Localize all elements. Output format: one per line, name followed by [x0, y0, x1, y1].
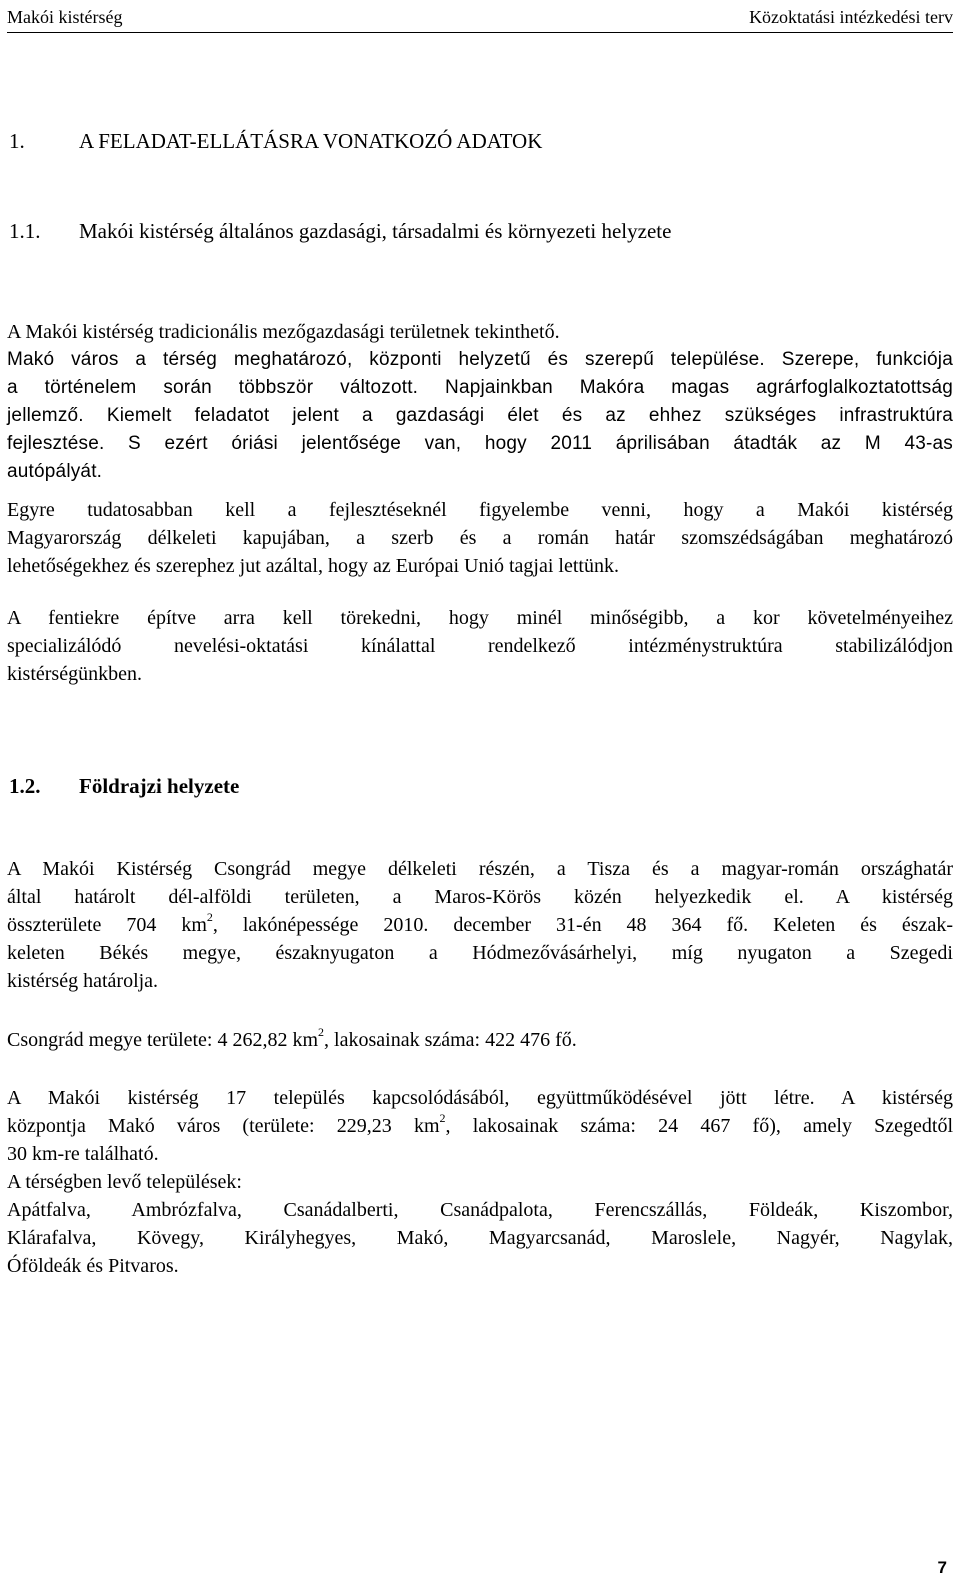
intro-line: a történelem során többször változott. Napjainkban Makóra magas agrárfoglalkoztatottság [7, 377, 953, 398]
settlements-line: Klárafalva, Kövegy, Királyhegyes, Makó, Magyarcsanád, Maroslele, Nagyér, Nagylak, [7, 1227, 953, 1249]
center-population: , lakosainak száma: 24 467 fő), amely Szegedtől [445, 1115, 953, 1137]
csongrad-population: , lakosainak száma: 422 476 fő. [324, 1029, 577, 1051]
intro-line: autópályát. [7, 461, 103, 482]
section-1-number: 1. [9, 129, 25, 153]
paragraph-line: A fentiekre építve arra kell törekedni, hogy minél minőségibb, a kor követelményeihez [7, 607, 953, 629]
section-1-heading [9, 128, 542, 154]
area-text: összterülete 704 km [7, 914, 207, 936]
paragraph-line [7, 911, 953, 939]
population-text: , lakónépessége 2010. december 31-én 48 364 fő. Keleten és észak- [212, 914, 953, 936]
paragraph-line: 30 km-re található. [7, 1143, 159, 1165]
paragraph-line: által határolt dél-alföldi területen, a Maros-Körös közén helyezkedik el. A kistérség [7, 886, 953, 908]
csongrad-paragraph [7, 1026, 953, 1054]
paragraph-line: keleten Békés megye, északnyugaton a Hódmezővásárhelyi, míg nyugaton a Szegedi [7, 942, 953, 964]
superscript: 2 [206, 910, 213, 925]
paragraph-line: kistérségünkben. [7, 663, 142, 685]
intro-paragraph [7, 318, 953, 486]
formation-paragraph [7, 1084, 953, 1280]
paragraph-line [7, 1112, 953, 1140]
intro-line: fejlesztése. S ezért óriási jelentősége van, hogy 2011 áprilisában átadták az M 43-as [7, 433, 953, 454]
page-number: 7 [937, 1558, 947, 1577]
section-1-2-number: 1.2. [9, 774, 41, 798]
paragraph-line: A Makói kistérség 17 település kapcsolódásából, együttműködésével jött létre. A kistérség [7, 1087, 953, 1109]
paragraph-3 [7, 604, 953, 688]
paragraph-line: kistérség határolja. [7, 970, 159, 992]
paragraph-line: specializálódó nevelési-oktatási kínálattal rendelkező intézménystruktúra stabilizálódjon [7, 635, 953, 657]
section-1-1-heading [9, 218, 671, 244]
header-right-title: Közoktatási intézkedési terv [749, 7, 953, 27]
superscript: 2 [318, 1025, 325, 1040]
intro-line: jellemző. Kiemelt feladatot jelent a gazdasági élet és az ehhez szükséges infrastruktúra [7, 405, 953, 426]
section-1-2-title: Földrajzi helyzete [79, 774, 240, 798]
section-1-1-title: Makói kistérség általános gazdasági, társadalmi és környezeti helyzete [79, 219, 672, 243]
intro-line: Makó város a térség meghatározó, központi helyzetű és szerepű települése. Szerepe, funkciója [7, 349, 953, 370]
section-1-1-number: 1.1. [9, 219, 41, 243]
center-text: központja Makó város (területe: 229,23 km [7, 1115, 440, 1137]
settlements-line: Apátfalva, Ambrózfalva, Csanádalberti, Csanádpalota, Ferencszállás, Földeák, Kiszombor, [7, 1199, 953, 1221]
csongrad-area: Csongrád megye területe: 4 262,82 km [7, 1029, 319, 1051]
intro-line: A Makói kistérség tradicionális mezőgazdasági területnek tekinthető. [7, 321, 560, 343]
paragraph-line: A Makói Kistérség Csongrád megye délkeleti részén, a Tisza és a magyar-román országhatár [7, 858, 953, 880]
header-left-title: Makói kistérség [7, 7, 123, 27]
settlements-line: Óföldeák és Pitvaros. [7, 1255, 179, 1277]
paragraph-line: lehetőségekhez és szerephez jut azáltal, hogy az Európai Unió tagjai lettünk. [7, 555, 619, 577]
section-1-2-heading [9, 773, 239, 799]
paragraph-line [7, 1026, 953, 1054]
paragraph-line: Egyre tudatosabban kell a fejlesztéseknél figyelembe venni, hogy a Makói kistérség [7, 499, 953, 521]
paragraph-line: A térségben levő települések: [7, 1171, 242, 1193]
section-1-title: A FELADAT-ELLÁTÁSRA VONATKOZÓ ADATOK [79, 129, 543, 153]
paragraph-line: Magyarország délkeleti kapujában, a szerb és a román határ szomszédságában meghatározó [7, 527, 953, 549]
paragraph-2 [7, 496, 953, 580]
superscript: 2 [439, 1111, 446, 1126]
page-header [7, 6, 953, 33]
geography-paragraph [7, 855, 953, 995]
